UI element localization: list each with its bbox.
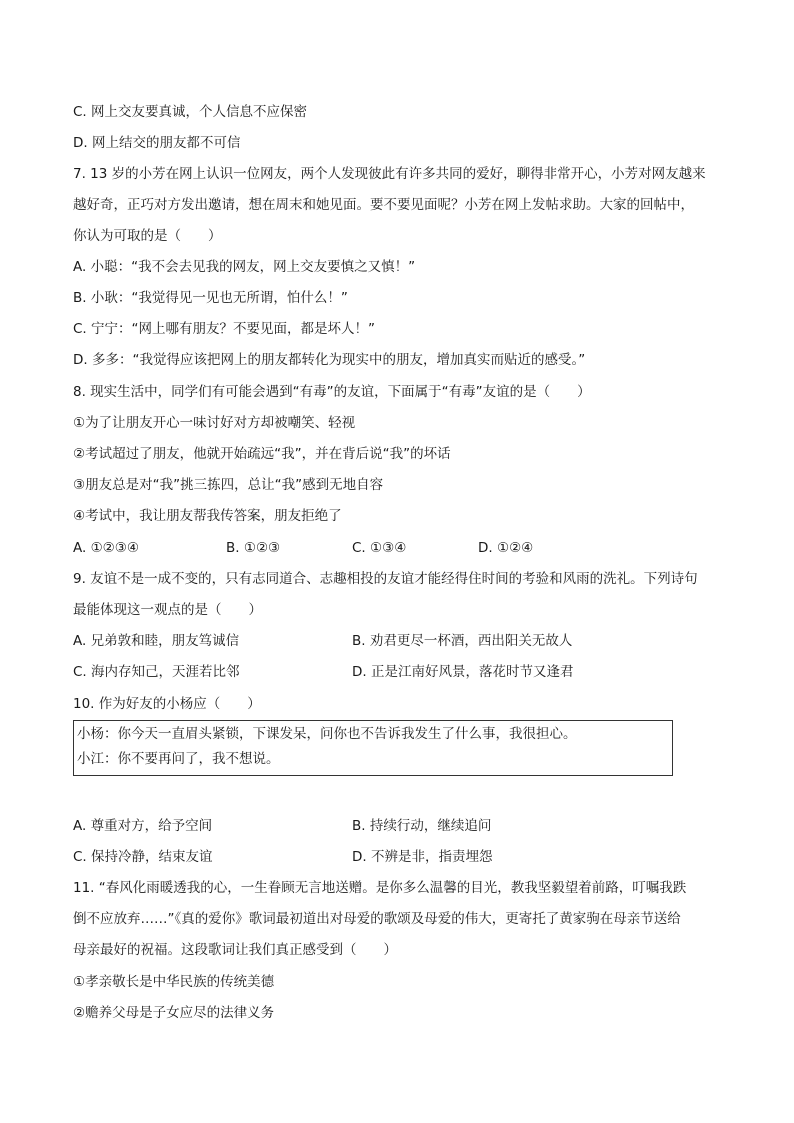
q10-option-c: C. 保持冷静，结束友谊	[73, 849, 213, 865]
q11-stem-line-2: 倒不应放弃……”《真的爱你》歌词最初道出对母爱的歌颂及母爱的伟大，更寄托了黄家驹在母亲节送给	[73, 911, 681, 927]
q9-option-c: C. 海内存知己，天涯若比邻	[73, 664, 240, 680]
q10-dialog-box	[73, 720, 673, 776]
q8-option-c: C. ①③④	[352, 540, 407, 556]
q7-option-c: C. 宁宁：“网上哪有朋友？不要见面，都是坏人！”	[73, 321, 375, 337]
q7-option-d: D. 多多：“我觉得应该把网上的朋友都转化为现实中的朋友，增加真实而贴近的感受。”	[73, 352, 586, 368]
q10-option-a: A. 尊重对方，给予空间	[73, 818, 213, 834]
q10-option-b: B. 持续行动，继续追问	[352, 818, 492, 834]
q8-option-d: D. ①②④	[478, 540, 534, 556]
q9-option-a: A. 兄弟敦和睦，朋友笃诚信	[73, 633, 240, 649]
q8-option-a: A. ①②③④	[73, 540, 139, 556]
q7-option-a: A. 小聪：“我不会去见我的网友，网上交友要慎之又慎！”	[73, 259, 416, 275]
q8-item-1: ①为了让朋友开心一味讨好对方却被嘲笑、轻视	[73, 415, 356, 431]
q6-option-d: D. 网上结交的朋友都不可信	[73, 135, 241, 151]
q8-item-3: ③朋友总是对“我”挑三拣四，总让“我”感到无地自容	[73, 477, 384, 493]
q7-stem-line-1: 7. 13 岁的小芳在网上认识一位网友，两个人发现彼此有许多共同的爱好，聊得非常开心，小芳对网友越来	[73, 166, 706, 182]
q9-option-b: B. 劝君更尽一杯酒，西出阳关无故人	[352, 633, 573, 649]
q9-stem-line-1: 9. 友谊不是一成不变的，只有志同道合、志趣相投的友谊才能经得住时间的考验和风雨的洗礼。下列诗句	[73, 571, 698, 587]
q7-stem-line-2: 越好奇，正巧对方发出邀请，想在周末和她见面。要不要见面呢？小芳在网上发帖求助。大家的回帖中，	[73, 197, 694, 213]
q11-stem-line-1: 11. “春风化雨暖透我的心，一生眷顾无言地送赠。是你多么温馨的目光，教我坚毅望着前路，叮嘱我跌	[73, 880, 687, 896]
q11-item-1: ①孝亲敬长是中华民族的传统美德	[73, 974, 275, 990]
q9-stem-line-2: 最能体现这一观点的是（ ）	[73, 602, 262, 618]
q8-stem: 8. 现实生活中，同学们有可能会遇到“有毒”的友谊，下面属于“有毒”友谊的是（ ）	[73, 384, 591, 400]
q10-stem: 10. 作为好友的小杨应（ ）	[73, 696, 261, 712]
q7-option-b: B. 小耿：“我觉得见一见也无所谓，怕什么！”	[73, 290, 348, 306]
q10-dialog-line-2: 小江：你不要再问了，我不想说。	[77, 751, 280, 767]
q10-option-d: D. 不辨是非，指责埋怨	[352, 849, 493, 865]
q10-dialog-line-1: 小杨：你今天一直眉头紧锁，下课发呆，问你也不告诉我发生了什么事，我很担心。	[77, 726, 577, 742]
q7-stem-line-3: 你认为可取的是（ ）	[73, 228, 222, 244]
q11-stem-line-3: 母亲最好的祝福。这段歌词让我们真正感受到（ ）	[73, 942, 397, 958]
q11-item-2: ②赡养父母是子女应尽的法律义务	[73, 1005, 275, 1021]
q6-option-c: C. 网上交友要真诚，个人信息不应保密	[73, 104, 308, 120]
q8-item-4: ④考试中，我让朋友帮我传答案，朋友拒绝了	[73, 508, 342, 524]
q8-option-b: B. ①②③	[226, 540, 281, 556]
q8-item-2: ②考试超过了朋友，他就开始疏远“我”，并在背后说“我”的坏话	[73, 446, 451, 462]
q9-option-d: D. 正是江南好风景，落花时节又逢君	[352, 664, 574, 680]
